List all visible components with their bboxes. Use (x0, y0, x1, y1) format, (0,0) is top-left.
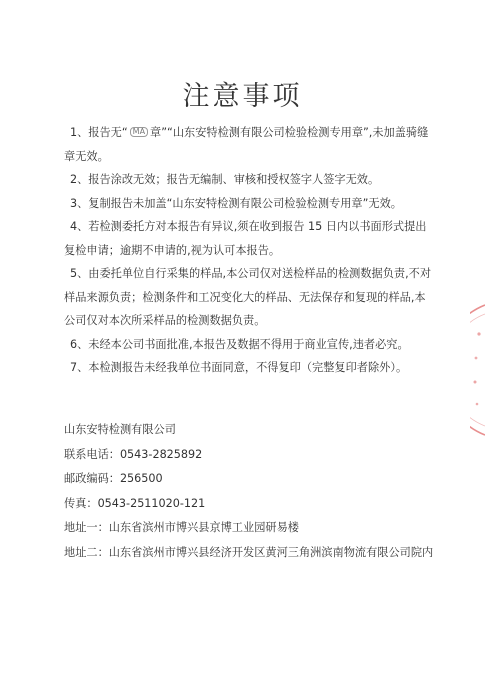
company-address-1: 地址一：山东省滨州市博兴县京博工业园研易楼 (64, 521, 299, 535)
note-4: 4、若检测委托方对本报告有异议,须在收到报告 15 日内以书面形式提出复检申请；逾期不申请的,视为认可本报告。 (64, 220, 427, 257)
note-3: 3、复制报告未加盖“山东安特检测有限公司检验检测专用章”无效。 (70, 196, 402, 210)
note-1-text-start: 1、报告无“ (70, 126, 128, 139)
note-5: 5、由委托单位自行采集的样品,本公司仅对送检样品的检测数据负责,不对样品来源负责；检测条件和工况变化大的样品、无法保存和复现的样品,本公司仅对本次所采样品的检测数据负责。 (64, 267, 432, 327)
company-address-2: 地址二：山东省滨州市博兴县经济开发区黄河三角洲滨南物流有限公司院内 (64, 545, 434, 559)
note-7: 7、本检测报告未经我单位书面同意，不得复印（完整复印者除外）。 (70, 361, 408, 374)
note-6: 6、未经本公司书面批准,本报告及数据不得用于商业宣传,违者必究。 (70, 337, 409, 351)
company-name: 山东安特检测有限公司 (64, 423, 176, 436)
note-1 (64, 121, 436, 168)
ma-mark-icon: MA (130, 127, 148, 137)
company-info (64, 418, 444, 566)
note-1-text-end: 章”“山东安特检测有限公司检验检测专用章”,未加盖骑缝章无效。 (64, 126, 429, 163)
note-2: 2、报告涂改无效；报告无编制、审核和授权签字人签字无效。 (70, 173, 380, 186)
company-postal-code: 邮政编码：256500 (64, 472, 163, 486)
company-fax: 传真：0543-2511020-121 (64, 496, 206, 510)
seal-stamp-edge-icon (470, 300, 485, 440)
page-title: 注意事项 (182, 81, 303, 112)
notes-list (64, 121, 436, 380)
company-phone: 联系电话：0543-2825892 (64, 447, 203, 461)
